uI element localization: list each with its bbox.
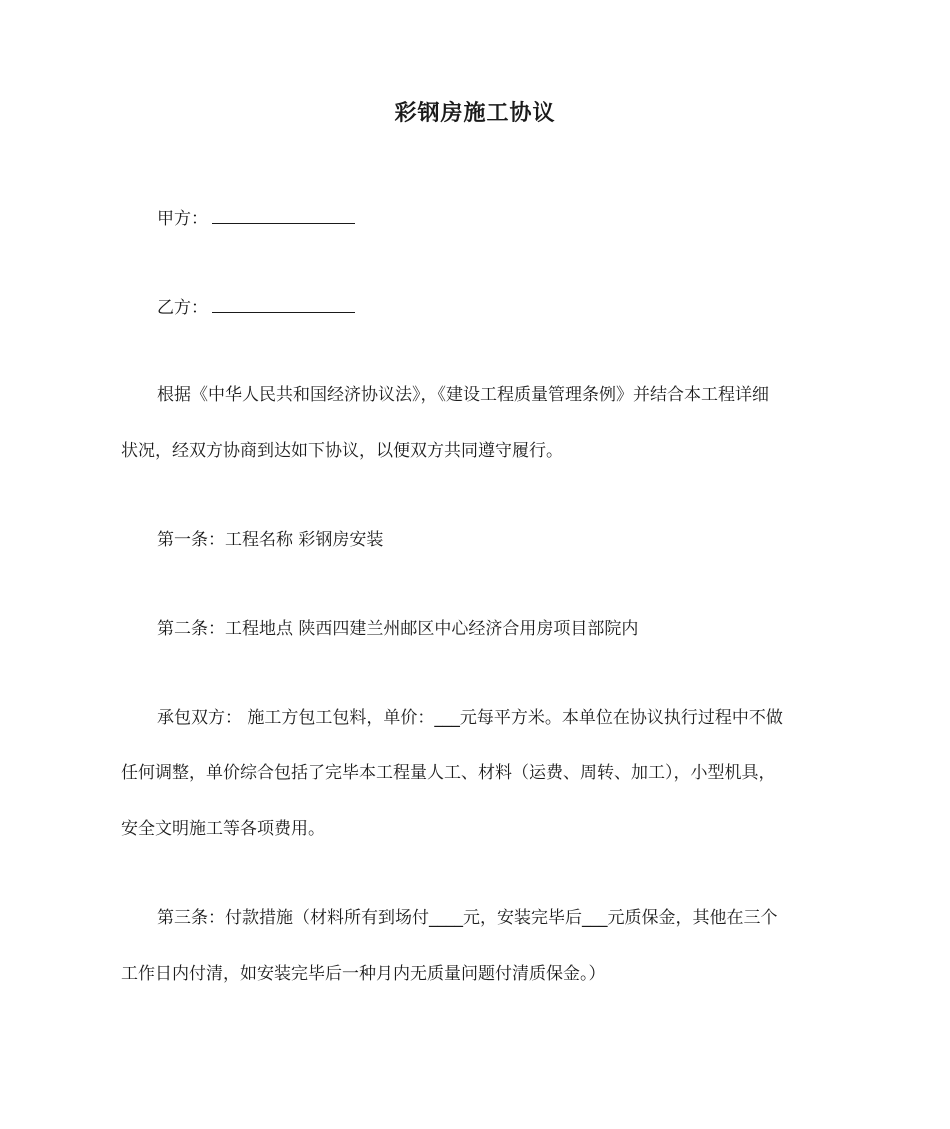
- contract-line-1: 承包双方： 施工方包工包料，单价：___元每平方米。本单位在协议执行过程中不做: [157, 708, 783, 728]
- contract-line-2: 任何调整，单价综合包括了完毕本工程量人工、材料（运费、周转、加工），小型机具，: [121, 763, 776, 783]
- article-1: 第一条：工程名称 彩钢房安装: [157, 530, 384, 550]
- document-title: 彩钢房施工协议: [394, 101, 556, 126]
- article-2: 第二条：工程地点 陕西四建兰州邮区中心经济合用房项目部院内: [157, 619, 639, 639]
- party-b-blank: [212, 294, 355, 313]
- preamble-line-1: 根据《中华人民共和国经济协议法》，《建设工程质量管理条例》并结合本工程详细: [157, 385, 769, 405]
- contract-line-3: 安全文明施工等各项费用。: [121, 819, 325, 839]
- article-3-line-1: 第三条：付款措施（材料所有到场付____元，安装完毕后___元质保金，其他在三个: [157, 908, 778, 928]
- party-b-line: [121, 294, 872, 320]
- party-b-label: 乙方：: [157, 298, 208, 318]
- party-a-line: [121, 205, 872, 231]
- article-3-line-2: 工作日内付清，如安装完毕后一种月内无质量问题付清质保金。）: [121, 964, 606, 984]
- party-a-blank: [212, 205, 355, 224]
- preamble-line-2: 状况，经双方协商到达如下协议，以便双方共同遵守履行。: [121, 441, 563, 461]
- party-a-label: 甲方：: [157, 209, 208, 229]
